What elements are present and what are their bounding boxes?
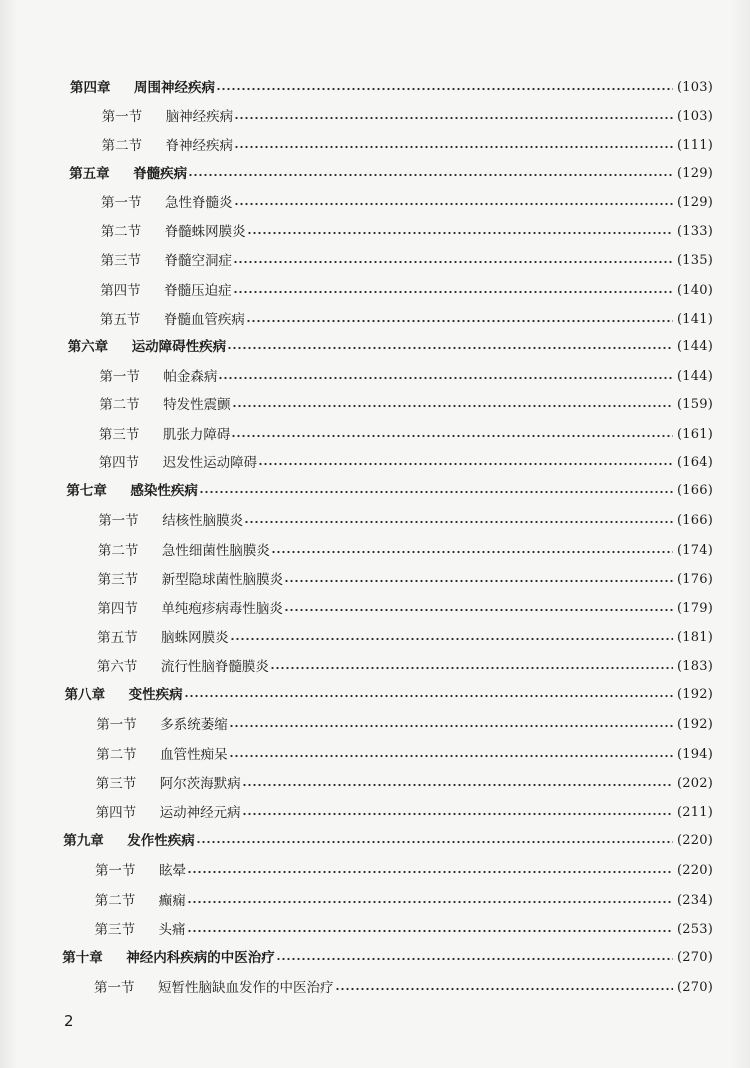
dot-leader <box>188 162 673 186</box>
page-reference: (144) <box>677 369 713 384</box>
page-reference: (234) <box>677 893 713 908</box>
section-title: 阿尔茨海默病 <box>159 776 241 792</box>
dot-leader <box>196 829 673 853</box>
section-title: 新型隐球菌性脑膜炎 <box>161 572 284 588</box>
page-reference: (181) <box>677 630 713 645</box>
section-number: 第二节 <box>96 747 137 763</box>
page-reference: (166) <box>677 483 713 498</box>
chapter-number: 第五章 <box>69 166 110 182</box>
page-reference: (220) <box>677 863 713 878</box>
toc-chapter-entry[interactable] <box>62 946 713 970</box>
toc-section-entry[interactable] <box>102 134 714 158</box>
dot-leader <box>229 743 673 767</box>
dot-leader <box>230 626 673 650</box>
toc-section-entry[interactable] <box>97 597 713 621</box>
toc-section-entry[interactable] <box>96 743 713 767</box>
page-reference: (129) <box>677 166 713 181</box>
dot-leader <box>184 683 673 707</box>
section-number: 第四节 <box>95 805 137 821</box>
page-reference: (161) <box>677 427 713 442</box>
page-number: 2 <box>64 1012 74 1030</box>
dot-leader <box>242 801 673 825</box>
dot-leader <box>227 335 673 359</box>
toc-chapter-entry[interactable] <box>68 335 713 359</box>
toc-section-entry[interactable] <box>97 626 713 650</box>
chapter-number: 第四章 <box>70 80 111 96</box>
toc-section-entry[interactable] <box>95 889 713 913</box>
page-reference: (253) <box>677 922 713 937</box>
section-title: 短暂性脑缺血发作的中医治疗 <box>158 980 334 996</box>
dot-leader <box>234 105 673 129</box>
page-reference: (211) <box>677 805 713 820</box>
section-number: 第三节 <box>97 572 139 588</box>
toc-section-entry[interactable] <box>100 279 713 303</box>
toc-section-entry[interactable] <box>99 393 713 417</box>
dot-leader <box>187 918 674 942</box>
page-reference: (202) <box>677 776 713 791</box>
page-reference: (192) <box>677 717 713 732</box>
dot-leader <box>247 220 673 244</box>
dot-leader <box>231 423 673 447</box>
chapter-number: 第十章 <box>62 950 103 966</box>
toc-section-entry[interactable] <box>99 451 713 475</box>
dot-leader <box>229 713 673 737</box>
dot-leader <box>284 597 673 621</box>
section-number: 第二节 <box>101 138 142 154</box>
section-number: 第三节 <box>98 427 140 443</box>
toc-section-entry[interactable] <box>96 713 713 737</box>
section-number: 第一节 <box>101 195 142 211</box>
section-number: 第二节 <box>94 893 136 909</box>
section-title: 流行性脑脊髓膜炎 <box>160 659 269 675</box>
page-reference: (133) <box>677 224 713 239</box>
section-number: 第三节 <box>95 776 137 792</box>
section-number: 第一节 <box>95 863 136 879</box>
section-number: 第六节 <box>96 659 138 675</box>
dot-leader <box>216 76 673 100</box>
dot-leader <box>244 509 673 533</box>
dot-leader <box>233 279 673 303</box>
section-number: 第二节 <box>99 397 140 413</box>
section-title: 帕金森病 <box>163 369 218 385</box>
section-number: 第一节 <box>98 513 139 529</box>
section-title: 头痛 <box>158 922 186 938</box>
page-reference: (179) <box>677 601 713 616</box>
dot-leader <box>258 451 673 475</box>
page-reference: (103) <box>677 80 713 95</box>
toc-section-entry[interactable] <box>101 220 713 244</box>
chapter-title: 神经内科疾病的中医治疗 <box>126 950 275 966</box>
dot-leader <box>270 655 673 679</box>
section-title: 脊髓压迫症 <box>164 283 232 299</box>
toc-chapter-entry[interactable] <box>65 683 713 707</box>
dot-leader <box>271 539 673 563</box>
dot-leader <box>199 479 673 503</box>
page-reference: (135) <box>677 253 713 268</box>
section-title: 单纯疱疹病毒性脑炎 <box>161 601 283 617</box>
page-reference: (141) <box>677 312 713 327</box>
toc-section-entry[interactable] <box>99 365 713 389</box>
page-reference: (166) <box>677 513 713 528</box>
dot-leader <box>242 772 673 796</box>
toc-section-entry[interactable] <box>98 509 713 533</box>
toc-section-entry[interactable] <box>98 539 713 563</box>
dot-leader <box>187 859 673 883</box>
section-title: 脑蛛网膜炎 <box>161 630 229 646</box>
section-number: 第四节 <box>97 601 138 617</box>
page-reference: (144) <box>677 339 713 354</box>
toc-section-entry[interactable] <box>99 423 713 447</box>
dot-leader <box>232 393 673 417</box>
section-title: 脊髓血管疾病 <box>163 312 245 328</box>
chapter-number: 第九章 <box>63 833 104 849</box>
toc-section-entry[interactable] <box>95 859 713 883</box>
section-number: 第一节 <box>101 109 143 125</box>
dot-leader <box>187 889 673 913</box>
section-title: 脊髓蛛网膜炎 <box>164 224 246 240</box>
toc-chapter-entry[interactable] <box>69 162 713 186</box>
dot-leader <box>284 568 673 592</box>
chapter-number: 第六章 <box>67 339 109 355</box>
page-reference: (270) <box>677 950 713 965</box>
section-title: 迟发性运动障碍 <box>162 455 258 471</box>
toc-section-entry[interactable] <box>94 976 713 1000</box>
toc-section-entry[interactable] <box>100 308 713 332</box>
page-reference: (183) <box>677 659 713 674</box>
section-title: 脊髓空洞症 <box>164 253 232 269</box>
chapter-title: 运动障碍性疾病 <box>131 339 227 355</box>
toc-chapter-entry[interactable] <box>70 76 713 100</box>
toc-section-entry[interactable] <box>96 772 713 796</box>
toc-section-entry[interactable] <box>96 801 713 825</box>
section-title: 血管性痴呆 <box>160 747 228 763</box>
section-title: 急性脊髓炎 <box>165 195 233 211</box>
page-reference: (270) <box>677 980 713 995</box>
toc-section-entry[interactable] <box>101 191 713 215</box>
section-number: 第三节 <box>100 253 141 269</box>
dot-leader <box>335 976 674 1000</box>
chapter-title: 感染性疾病 <box>130 483 198 499</box>
section-number: 第三节 <box>94 922 135 938</box>
toc-section-entry[interactable] <box>95 918 714 942</box>
page-reference: (103) <box>677 109 713 124</box>
section-number: 第二节 <box>100 224 142 240</box>
chapter-number: 第七章 <box>66 483 107 499</box>
section-title: 急性细菌性脑膜炎 <box>161 543 270 559</box>
section-title: 特发性震颤 <box>163 397 231 413</box>
dot-leader <box>233 249 673 273</box>
page-reference: (176) <box>677 572 713 587</box>
dot-leader <box>234 191 674 215</box>
toc-section-entry[interactable] <box>97 655 713 679</box>
section-title: 结核性脑膜炎 <box>162 513 244 529</box>
page-reference: (164) <box>677 455 713 470</box>
dot-leader <box>218 365 673 389</box>
chapter-title: 发作性疾病 <box>127 833 195 849</box>
section-number: 第一节 <box>94 980 135 996</box>
toc-chapter-entry[interactable] <box>63 829 713 853</box>
page-reference: (159) <box>677 397 713 412</box>
section-title: 脑神经疾病 <box>165 109 234 125</box>
chapter-title: 周围神经疾病 <box>134 80 215 96</box>
toc-chapter-entry[interactable] <box>66 479 713 503</box>
section-title: 脊神经疾病 <box>165 138 233 154</box>
section-number: 第一节 <box>96 717 137 733</box>
chapter-title: 脊髓疾病 <box>133 166 188 182</box>
section-title: 眩晕 <box>159 863 186 879</box>
section-number: 第四节 <box>100 283 141 299</box>
chapter-number: 第八章 <box>64 687 106 703</box>
page-reference: (192) <box>677 687 713 702</box>
section-number: 第二节 <box>97 543 139 559</box>
dot-leader <box>246 308 673 332</box>
section-number: 第五节 <box>97 630 138 646</box>
toc-section-entry[interactable] <box>98 568 713 592</box>
chapter-title: 变性疾病 <box>128 687 183 703</box>
page-reference: (174) <box>677 543 713 558</box>
section-title: 运动神经元病 <box>159 805 241 821</box>
toc-section-entry[interactable] <box>102 105 713 129</box>
section-title: 肌张力障碍 <box>162 427 231 443</box>
section-title: 癫痫 <box>158 893 186 909</box>
page-reference: (111) <box>677 138 713 153</box>
section-number: 第四节 <box>98 455 140 471</box>
toc-section-entry[interactable] <box>101 249 714 273</box>
page-reference: (194) <box>677 747 713 762</box>
section-title: 多系统萎缩 <box>160 717 228 733</box>
section-number: 第一节 <box>99 369 140 385</box>
page-reference: (140) <box>677 283 713 298</box>
section-number: 第五节 <box>99 312 141 328</box>
dot-leader <box>234 134 673 158</box>
page-reference: (220) <box>677 833 713 848</box>
page-reference: (129) <box>677 195 713 210</box>
dot-leader <box>276 946 673 970</box>
